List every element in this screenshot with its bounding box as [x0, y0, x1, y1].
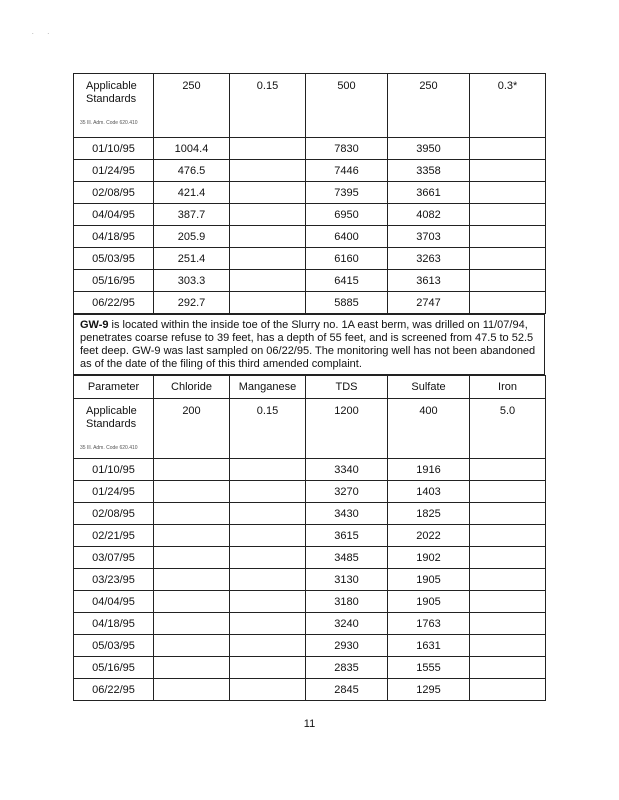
value-cell — [154, 591, 230, 613]
value-cell: 1916 — [388, 459, 470, 481]
value-cell: 421.4 — [154, 182, 230, 204]
value-cell — [470, 160, 546, 182]
value-cell: 3661 — [388, 182, 470, 204]
value-cell — [230, 182, 306, 204]
value-cell: 7395 — [306, 182, 388, 204]
value-cell: 6160 — [306, 248, 388, 270]
note-row — [74, 315, 545, 375]
table-gw-9-prior — [73, 73, 546, 314]
value-cell: 3180 — [306, 591, 388, 613]
value-cell — [230, 503, 306, 525]
value-cell: 6400 — [306, 226, 388, 248]
value-cell: 2845 — [306, 679, 388, 701]
standard-value: 0.15 — [230, 74, 306, 138]
value-cell — [230, 138, 306, 160]
sample-date: 05/03/95 — [74, 248, 154, 270]
sample-date: 01/10/95 — [74, 138, 154, 160]
sample-date: 02/21/95 — [74, 525, 154, 547]
standard-value: 250 — [154, 74, 230, 138]
value-cell — [470, 591, 546, 613]
sample-date: 05/03/95 — [74, 635, 154, 657]
value-cell — [154, 569, 230, 591]
value-cell: 3130 — [306, 569, 388, 591]
value-cell: 1905 — [388, 591, 470, 613]
value-cell — [470, 182, 546, 204]
standards-label: Applicable Standards — [86, 80, 137, 105]
table-row — [74, 635, 546, 657]
value-cell: 2930 — [306, 635, 388, 657]
value-cell: 3270 — [306, 481, 388, 503]
value-cell: 1905 — [388, 569, 470, 591]
sample-date: 06/22/95 — [74, 292, 154, 314]
value-cell — [230, 160, 306, 182]
value-cell: 3613 — [388, 270, 470, 292]
value-cell — [470, 292, 546, 314]
value-cell — [230, 226, 306, 248]
value-cell: 3615 — [306, 525, 388, 547]
value-cell — [470, 525, 546, 547]
standards-label-cell — [74, 74, 154, 138]
value-cell: 1555 — [388, 657, 470, 679]
header-chloride: Chloride — [154, 376, 230, 399]
value-cell — [230, 525, 306, 547]
value-cell: 3485 — [306, 547, 388, 569]
sample-date: 01/10/95 — [74, 459, 154, 481]
value-cell — [470, 547, 546, 569]
value-cell — [470, 459, 546, 481]
table-row — [74, 138, 546, 160]
value-cell — [470, 679, 546, 701]
value-cell — [154, 459, 230, 481]
header-manganese: Manganese — [230, 376, 306, 399]
value-cell — [230, 248, 306, 270]
note-text: is located within the inside toe of the Slurry no. 1A east berm, was drilled on 11/07/94, penetrates coarse refuse to 39 feet, has a depth of 55 feet, and is screened from 47.5 to 52.5 feet deep. GW-9 was last sampled on 06/22/95. The monitoring well has not been abandoned as of the date of the filing of this third amended complaint. — [80, 319, 536, 370]
table-row — [74, 270, 546, 292]
value-cell: 2747 — [388, 292, 470, 314]
sample-date: 02/08/95 — [74, 503, 154, 525]
value-cell — [470, 481, 546, 503]
value-cell — [230, 657, 306, 679]
value-cell — [230, 204, 306, 226]
value-cell — [470, 270, 546, 292]
value-cell: 6415 — [306, 270, 388, 292]
table1-body — [74, 74, 546, 314]
standard-value: 500 — [306, 74, 388, 138]
value-cell: 3950 — [388, 138, 470, 160]
value-cell — [230, 679, 306, 701]
sample-date: 03/07/95 — [74, 547, 154, 569]
sample-date: 06/22/95 — [74, 679, 154, 701]
value-cell: 1902 — [388, 547, 470, 569]
value-cell: 3703 — [388, 226, 470, 248]
standard-value: 250 — [388, 74, 470, 138]
value-cell: 6950 — [306, 204, 388, 226]
value-cell — [470, 226, 546, 248]
standards-label: Applicable Standards — [86, 405, 137, 430]
table-row — [74, 525, 546, 547]
sample-date: 01/24/95 — [74, 160, 154, 182]
table-row — [74, 547, 546, 569]
sample-date: 04/18/95 — [74, 613, 154, 635]
value-cell — [154, 481, 230, 503]
table-row — [74, 679, 546, 701]
table-row — [74, 503, 546, 525]
value-cell — [470, 657, 546, 679]
standard-value: 400 — [388, 399, 470, 459]
value-cell — [470, 635, 546, 657]
value-cell — [154, 635, 230, 657]
standard-value: 0.3* — [470, 74, 546, 138]
table-row — [74, 591, 546, 613]
value-cell — [470, 248, 546, 270]
table-row — [74, 657, 546, 679]
value-cell — [470, 569, 546, 591]
value-cell — [230, 292, 306, 314]
value-cell: 251.4 — [154, 248, 230, 270]
value-cell: 3430 — [306, 503, 388, 525]
value-cell — [230, 569, 306, 591]
value-cell: 292.7 — [154, 292, 230, 314]
standards-source: 35 Ill. Adm. Code 620.410 — [80, 120, 138, 126]
sample-date: 01/24/95 — [74, 481, 154, 503]
value-cell — [154, 503, 230, 525]
value-cell: 1631 — [388, 635, 470, 657]
value-cell: 387.7 — [154, 204, 230, 226]
table-row — [74, 182, 546, 204]
table-row — [74, 226, 546, 248]
header-sulfate: Sulfate — [388, 376, 470, 399]
table2-body — [74, 376, 546, 701]
sample-date: 05/16/95 — [74, 270, 154, 292]
sample-date: 02/08/95 — [74, 182, 154, 204]
value-cell — [154, 525, 230, 547]
value-cell — [154, 657, 230, 679]
data-sheet — [73, 73, 545, 701]
note-well-id: GW-9 — [80, 319, 109, 331]
well-description-note — [73, 314, 545, 375]
sample-date: 04/04/95 — [74, 204, 154, 226]
value-cell: 7830 — [306, 138, 388, 160]
standards-row — [74, 74, 546, 138]
sample-date: 05/16/95 — [74, 657, 154, 679]
value-cell — [154, 679, 230, 701]
value-cell — [154, 547, 230, 569]
header-parameter: Parameter — [74, 376, 154, 399]
standard-value: 200 — [154, 399, 230, 459]
standards-source: 35 Ill. Adm. Code 620.410 — [80, 445, 138, 451]
value-cell — [154, 613, 230, 635]
header-tds: TDS — [306, 376, 388, 399]
value-cell — [230, 270, 306, 292]
table-row — [74, 459, 546, 481]
standards-label-cell — [74, 399, 154, 459]
value-cell: 2022 — [388, 525, 470, 547]
value-cell: 1763 — [388, 613, 470, 635]
sample-date: 04/18/95 — [74, 226, 154, 248]
value-cell — [230, 481, 306, 503]
value-cell: 4082 — [388, 204, 470, 226]
corner-mark: . . — [32, 30, 56, 36]
value-cell: 3240 — [306, 613, 388, 635]
value-cell: 1004.4 — [154, 138, 230, 160]
value-cell — [230, 547, 306, 569]
table-row — [74, 569, 546, 591]
value-cell — [470, 503, 546, 525]
table-row — [74, 204, 546, 226]
standard-value: 5.0 — [470, 399, 546, 459]
note-cell — [74, 315, 545, 375]
page-number: 11 — [303, 718, 316, 730]
value-cell: 3340 — [306, 459, 388, 481]
table-row — [74, 160, 546, 182]
value-cell — [230, 635, 306, 657]
value-cell: 1403 — [388, 481, 470, 503]
value-cell: 2835 — [306, 657, 388, 679]
standards-row — [74, 399, 546, 459]
sample-date: 04/04/95 — [74, 591, 154, 613]
value-cell: 5885 — [306, 292, 388, 314]
value-cell: 1825 — [388, 503, 470, 525]
sample-date: 03/23/95 — [74, 569, 154, 591]
table-gw-9 — [73, 375, 546, 701]
header-iron: Iron — [470, 376, 546, 399]
value-cell: 205.9 — [154, 226, 230, 248]
value-cell: 7446 — [306, 160, 388, 182]
value-cell — [470, 204, 546, 226]
value-cell: 1295 — [388, 679, 470, 701]
table-row — [74, 481, 546, 503]
value-cell — [230, 613, 306, 635]
value-cell: 476.5 — [154, 160, 230, 182]
table-row — [74, 292, 546, 314]
standard-value: 1200 — [306, 399, 388, 459]
header-row — [74, 376, 546, 399]
standard-value: 0.15 — [230, 399, 306, 459]
value-cell — [230, 459, 306, 481]
value-cell: 3358 — [388, 160, 470, 182]
value-cell — [230, 591, 306, 613]
value-cell: 303.3 — [154, 270, 230, 292]
value-cell — [470, 613, 546, 635]
table-row — [74, 248, 546, 270]
table-row — [74, 613, 546, 635]
value-cell: 3263 — [388, 248, 470, 270]
value-cell — [470, 138, 546, 160]
